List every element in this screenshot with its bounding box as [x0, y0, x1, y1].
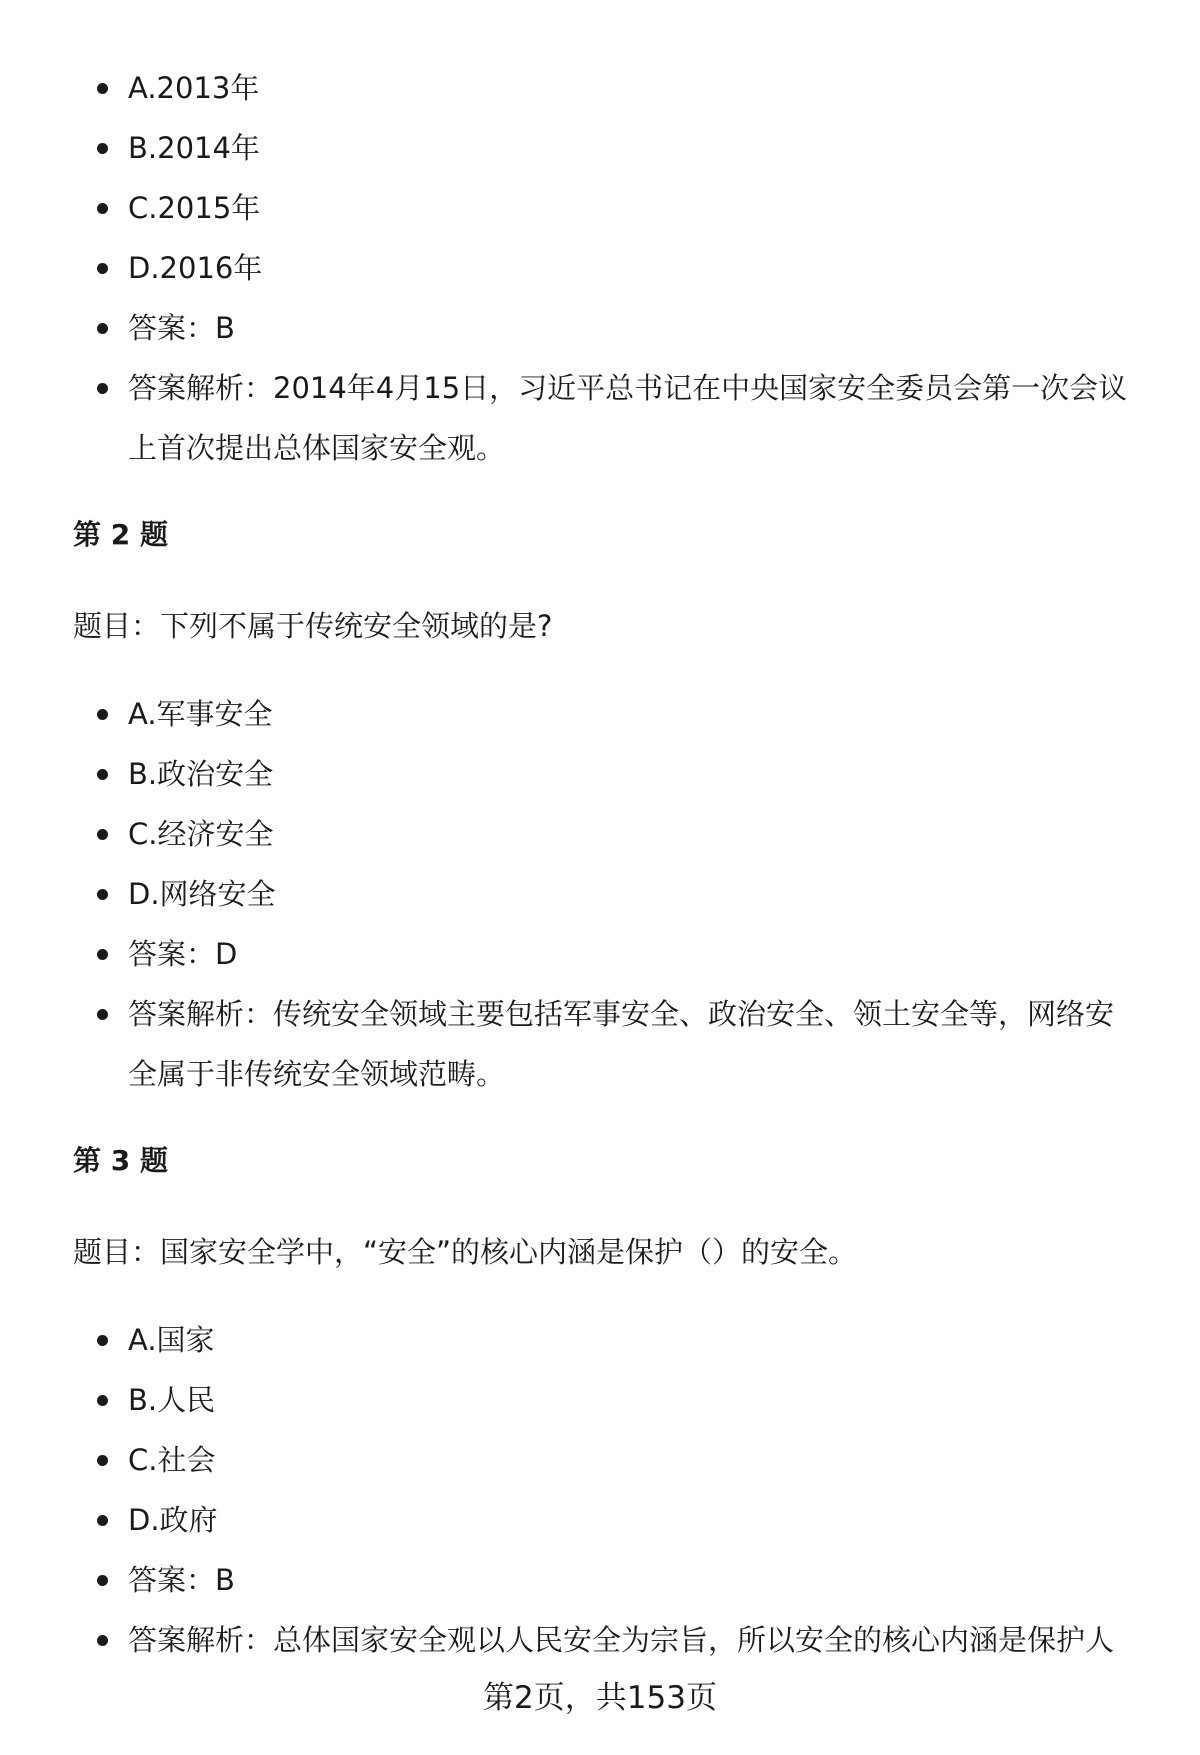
- q3-option-d: D.政府: [0, 1490, 1200, 1550]
- q1-explanation: 答案解析：2014年4月15日，习近平总书记在中央国家安全委员会第一次会议上首次提出总体国家安全观。: [0, 358, 1198, 478]
- q3-option-c: C.社会: [0, 1430, 1200, 1490]
- q2-option-c: C.经济安全: [0, 804, 1200, 864]
- q3-option-list: [0, 1310, 1200, 1670]
- q3-option-a: A.国家: [0, 1310, 1200, 1370]
- q2-option-list: [0, 684, 1200, 1104]
- q2-question: 题目：下列不属于传统安全领域的是?: [73, 609, 553, 643]
- q1-option-a: A.2013年: [0, 58, 1200, 118]
- q3-option-b: B.人民: [0, 1370, 1200, 1430]
- page-number-footer: 第2页，共153页: [483, 1680, 717, 1716]
- q2-option-b: B.政治安全: [0, 744, 1200, 804]
- q2-title: 第 2 题: [73, 518, 168, 551]
- q3-answer: 答案：B: [0, 1550, 1200, 1610]
- q2-explanation: 答案解析：传统安全领域主要包括军事安全、政治安全、领土安全等，网络安全属于非传统安全领域范畴。: [0, 984, 1198, 1104]
- q1-answer: 答案：B: [0, 298, 1200, 358]
- q2-option-a: A.军事安全: [0, 684, 1200, 744]
- q3-explanation: 答案解析：总体国家安全观以人民安全为宗旨，所以安全的核心内涵是保护人: [0, 1610, 1200, 1670]
- q2-answer: 答案：D: [0, 924, 1200, 984]
- q2-option-d: D.网络安全: [0, 864, 1200, 924]
- q3-question: 题目：国家安全学中，“安全”的核心内涵是保护（）的安全。: [73, 1235, 858, 1269]
- q1-option-b: B.2014年: [0, 118, 1200, 178]
- q1-option-list: [0, 58, 1200, 478]
- q1-option-c: C.2015年: [0, 178, 1200, 238]
- q3-title: 第 3 题: [73, 1144, 168, 1177]
- q1-option-d: D.2016年: [0, 238, 1200, 298]
